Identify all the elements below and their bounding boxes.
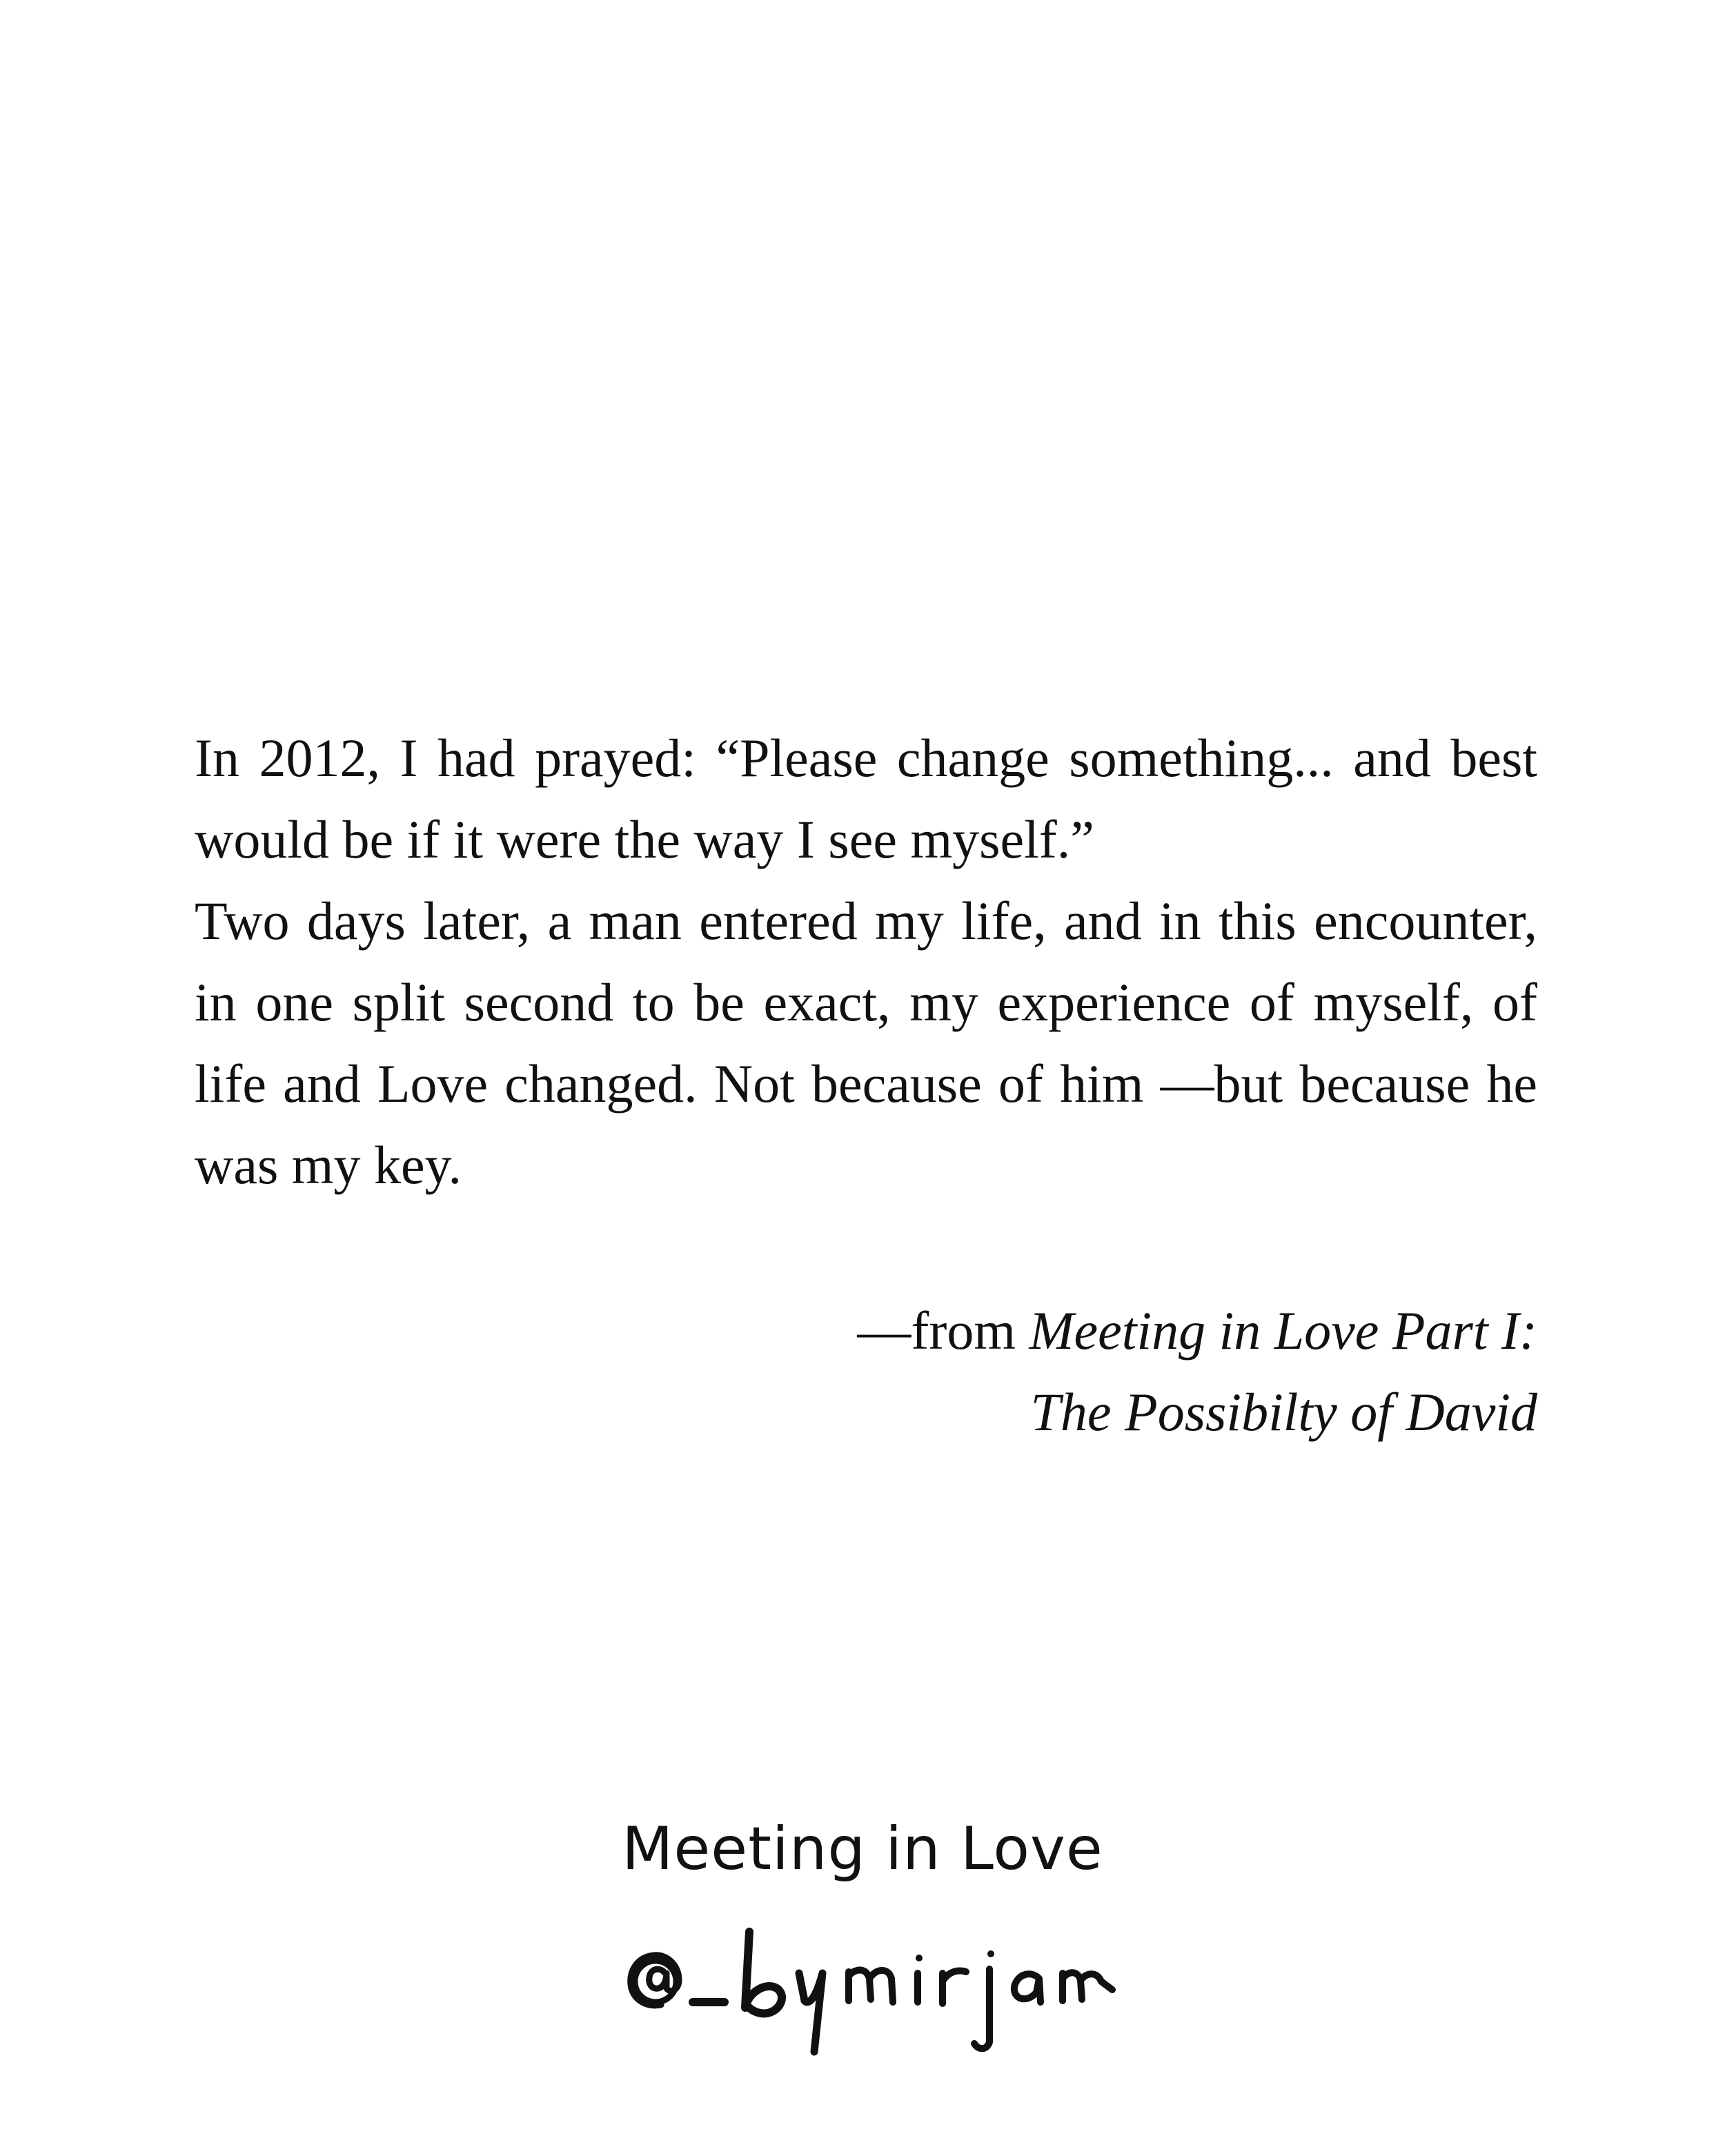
quote-paragraph-2: Two days later, a man entered my life, and in this encounter, in one split second to be exact, my experience of myself, of life and Love changed. Not because of him —but because he was my key. [195, 891, 1537, 1195]
attribution-line-1 [195, 1290, 1537, 1372]
quote-text [195, 718, 1537, 1206]
attribution-prefix: —from [857, 1300, 1029, 1361]
attribution [195, 1290, 1537, 1453]
book-title-line-1: Meeting in Love Part I: [1029, 1300, 1537, 1361]
handle-signature [621, 1904, 1118, 2070]
attribution-line-2 [195, 1372, 1537, 1453]
footer-title: Meeting in Love [622, 1814, 1103, 1883]
quote-paragraph-1: In 2012, I had prayed: “Please change something... and best would be if it were the way I see myself.” [195, 728, 1537, 869]
book-title-line-2: The Possibilty of David [1030, 1382, 1537, 1442]
